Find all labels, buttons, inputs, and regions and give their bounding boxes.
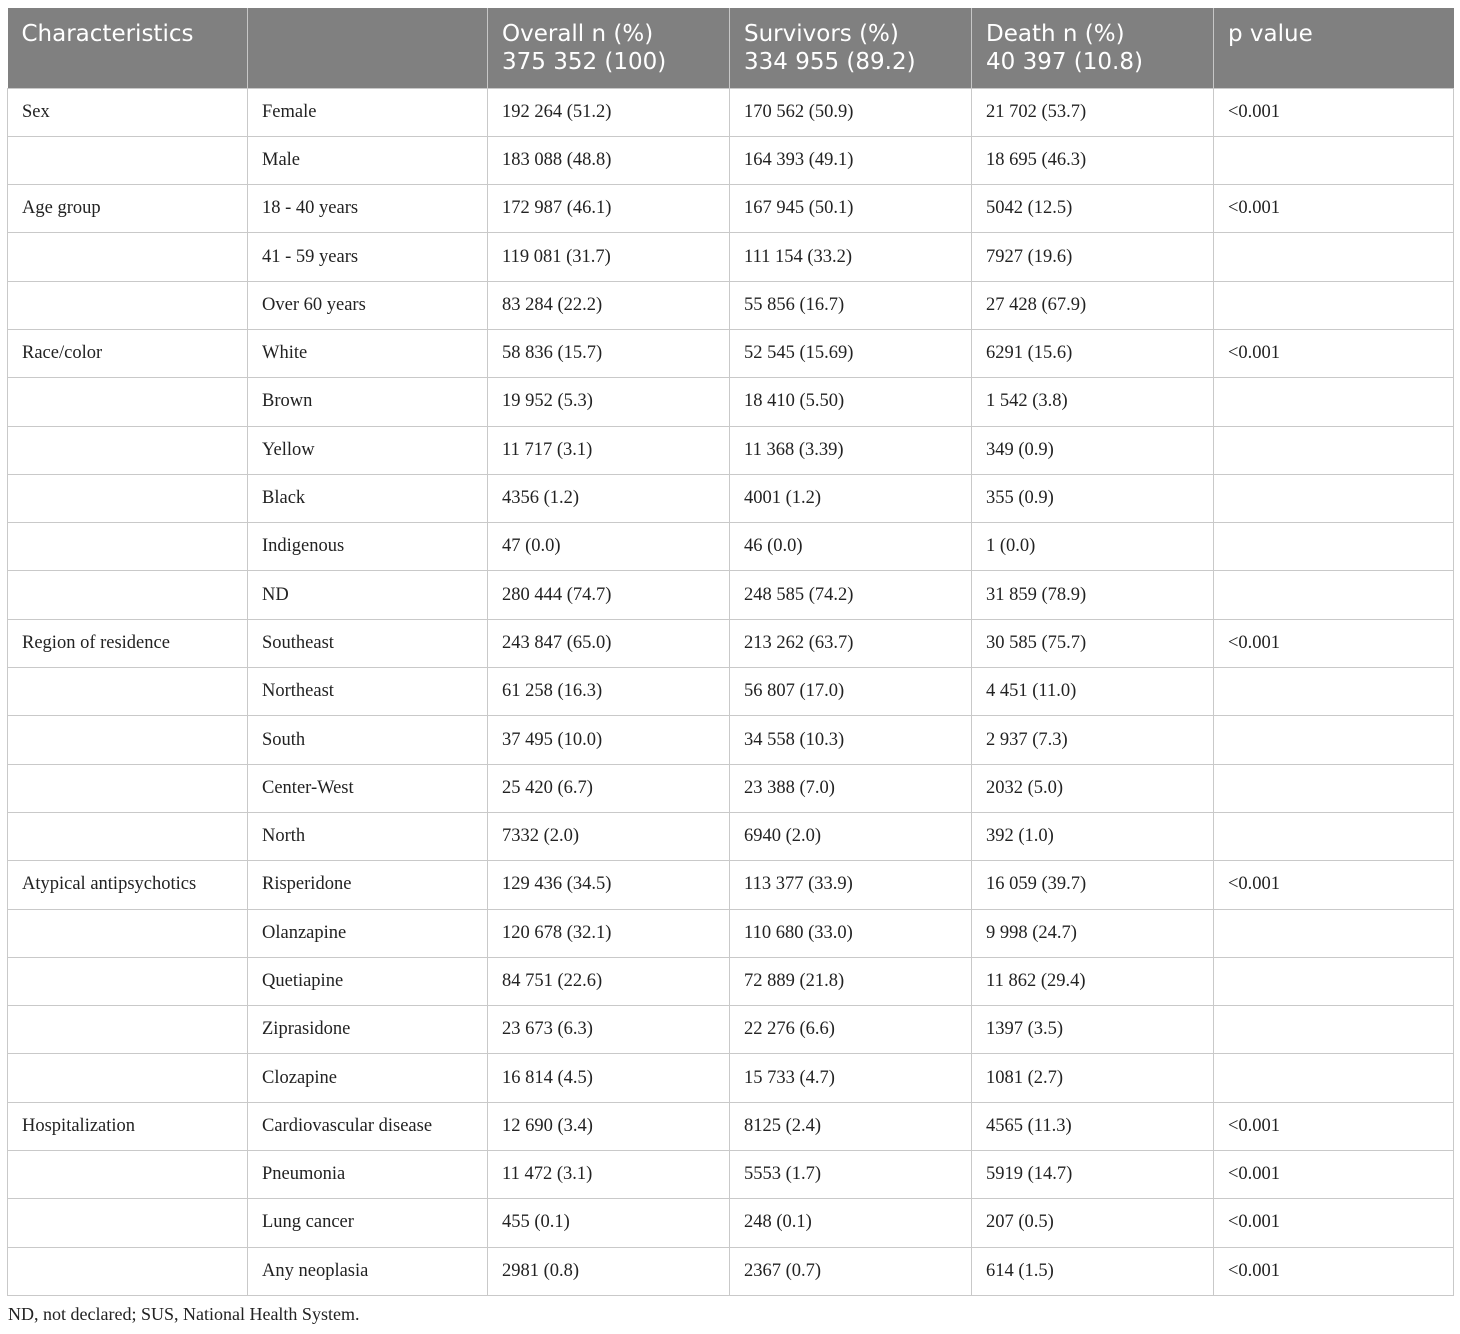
header-characteristics: Characteristics xyxy=(8,8,248,88)
cell-p-value: <0.001 xyxy=(1214,1151,1454,1199)
cell-overall: 192 264 (51.2) xyxy=(488,88,730,136)
cell-p-value xyxy=(1214,909,1454,957)
cell-subcategory: Yellow xyxy=(248,426,488,474)
cell-overall: 19 952 (5.3) xyxy=(488,378,730,426)
cell-overall: 58 836 (15.7) xyxy=(488,329,730,377)
cell-subcategory: North xyxy=(248,812,488,860)
table-row xyxy=(8,185,1454,233)
table-row xyxy=(8,1199,1454,1247)
cell-death: 31 859 (78.9) xyxy=(972,571,1214,619)
cell-subcategory: Ziprasidone xyxy=(248,1006,488,1054)
table-row xyxy=(8,523,1454,571)
cell-death: 392 (1.0) xyxy=(972,812,1214,860)
cell-characteristic xyxy=(8,957,248,1005)
cell-survivors: 46 (0.0) xyxy=(730,523,972,571)
cell-p-value xyxy=(1214,426,1454,474)
cell-overall: 183 088 (48.8) xyxy=(488,136,730,184)
cell-death: 207 (0.5) xyxy=(972,1199,1214,1247)
cell-death: 1397 (3.5) xyxy=(972,1006,1214,1054)
cell-overall: 83 284 (22.2) xyxy=(488,281,730,329)
table-row xyxy=(8,136,1454,184)
cell-p-value: <0.001 xyxy=(1214,619,1454,667)
cell-death: 21 702 (53.7) xyxy=(972,88,1214,136)
cell-survivors: 248 585 (74.2) xyxy=(730,571,972,619)
cell-subcategory: 18 - 40 years xyxy=(248,185,488,233)
header-overall-total: 375 352 (100) xyxy=(502,49,667,75)
cell-death: 18 695 (46.3) xyxy=(972,136,1214,184)
cell-characteristic xyxy=(8,909,248,957)
cell-death: 9 998 (24.7) xyxy=(972,909,1214,957)
cell-death: 5919 (14.7) xyxy=(972,1151,1214,1199)
cell-death: 16 059 (39.7) xyxy=(972,861,1214,909)
cell-characteristic xyxy=(8,1151,248,1199)
table-row xyxy=(8,861,1454,909)
cell-death: 7927 (19.6) xyxy=(972,233,1214,281)
cell-subcategory: Female xyxy=(248,88,488,136)
cell-subcategory: South xyxy=(248,716,488,764)
cell-overall: 37 495 (10.0) xyxy=(488,716,730,764)
cell-survivors: 8125 (2.4) xyxy=(730,1102,972,1150)
cell-p-value xyxy=(1214,668,1454,716)
header-survivors-label: Survivors (%) xyxy=(744,21,899,47)
cell-characteristic xyxy=(8,668,248,716)
cell-overall: 2981 (0.8) xyxy=(488,1247,730,1295)
cell-survivors: 22 276 (6.6) xyxy=(730,1006,972,1054)
cell-subcategory: Pneumonia xyxy=(248,1151,488,1199)
cell-characteristic xyxy=(8,571,248,619)
cell-survivors: 56 807 (17.0) xyxy=(730,668,972,716)
cell-characteristic: Age group xyxy=(8,185,248,233)
cell-subcategory: Brown xyxy=(248,378,488,426)
header-survivors xyxy=(730,8,972,88)
table-row xyxy=(8,764,1454,812)
table-body xyxy=(8,88,1454,1295)
table-header xyxy=(8,8,1454,88)
cell-p-value xyxy=(1214,378,1454,426)
cell-subcategory: Lung cancer xyxy=(248,1199,488,1247)
cell-survivors: 52 545 (15.69) xyxy=(730,329,972,377)
cell-survivors: 15 733 (4.7) xyxy=(730,1054,972,1102)
cell-subcategory: Black xyxy=(248,474,488,522)
cell-subcategory: Male xyxy=(248,136,488,184)
cell-subcategory: Any neoplasia xyxy=(248,1247,488,1295)
header-overall xyxy=(488,8,730,88)
cell-characteristic xyxy=(8,233,248,281)
cell-subcategory: ND xyxy=(248,571,488,619)
cell-p-value xyxy=(1214,523,1454,571)
table-row xyxy=(8,233,1454,281)
cell-survivors: 213 262 (63.7) xyxy=(730,619,972,667)
cell-subcategory: 41 - 59 years xyxy=(248,233,488,281)
cell-characteristic: Race/color xyxy=(8,329,248,377)
header-row xyxy=(8,8,1454,88)
characteristics-table xyxy=(7,8,1454,1296)
cell-survivors: 72 889 (21.8) xyxy=(730,957,972,1005)
cell-p-value xyxy=(1214,474,1454,522)
table-row xyxy=(8,619,1454,667)
cell-p-value xyxy=(1214,957,1454,1005)
cell-death: 2 937 (7.3) xyxy=(972,716,1214,764)
header-death-total: 40 397 (10.8) xyxy=(986,49,1143,75)
cell-subcategory: Southeast xyxy=(248,619,488,667)
cell-death: 355 (0.9) xyxy=(972,474,1214,522)
cell-survivors: 34 558 (10.3) xyxy=(730,716,972,764)
cell-overall: 11 472 (3.1) xyxy=(488,1151,730,1199)
cell-characteristic: Region of residence xyxy=(8,619,248,667)
header-p-value: p value xyxy=(1214,8,1454,88)
cell-characteristic xyxy=(8,716,248,764)
cell-survivors: 6940 (2.0) xyxy=(730,812,972,860)
cell-subcategory: Center-West xyxy=(248,764,488,812)
cell-characteristic: Atypical antipsychotics xyxy=(8,861,248,909)
cell-overall: 455 (0.1) xyxy=(488,1199,730,1247)
cell-overall: 172 987 (46.1) xyxy=(488,185,730,233)
table-row xyxy=(8,281,1454,329)
cell-characteristic: Sex xyxy=(8,88,248,136)
cell-characteristic xyxy=(8,1247,248,1295)
cell-death: 5042 (12.5) xyxy=(972,185,1214,233)
cell-survivors: 111 154 (33.2) xyxy=(730,233,972,281)
cell-p-value xyxy=(1214,571,1454,619)
cell-overall: 61 258 (16.3) xyxy=(488,668,730,716)
cell-overall: 243 847 (65.0) xyxy=(488,619,730,667)
cell-characteristic xyxy=(8,1006,248,1054)
cell-p-value: <0.001 xyxy=(1214,1102,1454,1150)
cell-overall: 12 690 (3.4) xyxy=(488,1102,730,1150)
cell-characteristic xyxy=(8,812,248,860)
table-row xyxy=(8,88,1454,136)
cell-subcategory: Cardiovascular disease xyxy=(248,1102,488,1150)
cell-subcategory: Clozapine xyxy=(248,1054,488,1102)
cell-survivors: 11 368 (3.39) xyxy=(730,426,972,474)
cell-overall: 7332 (2.0) xyxy=(488,812,730,860)
table-row xyxy=(8,1247,1454,1295)
cell-death: 4 451 (11.0) xyxy=(972,668,1214,716)
cell-characteristic xyxy=(8,1054,248,1102)
cell-survivors: 5553 (1.7) xyxy=(730,1151,972,1199)
cell-p-value xyxy=(1214,136,1454,184)
cell-p-value: <0.001 xyxy=(1214,329,1454,377)
table-row xyxy=(8,329,1454,377)
table-row xyxy=(8,668,1454,716)
cell-death: 27 428 (67.9) xyxy=(972,281,1214,329)
cell-subcategory: Risperidone xyxy=(248,861,488,909)
cell-death: 614 (1.5) xyxy=(972,1247,1214,1295)
cell-death: 1081 (2.7) xyxy=(972,1054,1214,1102)
header-subcategory xyxy=(248,8,488,88)
cell-characteristic xyxy=(8,474,248,522)
cell-overall: 119 081 (31.7) xyxy=(488,233,730,281)
cell-death: 30 585 (75.7) xyxy=(972,619,1214,667)
cell-overall: 120 678 (32.1) xyxy=(488,909,730,957)
cell-subcategory: Olanzapine xyxy=(248,909,488,957)
cell-overall: 129 436 (34.5) xyxy=(488,861,730,909)
cell-survivors: 55 856 (16.7) xyxy=(730,281,972,329)
cell-overall: 23 673 (6.3) xyxy=(488,1006,730,1054)
cell-p-value xyxy=(1214,764,1454,812)
cell-overall: 11 717 (3.1) xyxy=(488,426,730,474)
cell-subcategory: White xyxy=(248,329,488,377)
cell-death: 349 (0.9) xyxy=(972,426,1214,474)
table-row xyxy=(8,909,1454,957)
table-row xyxy=(8,716,1454,764)
table-row xyxy=(8,426,1454,474)
cell-characteristic xyxy=(8,281,248,329)
table-row xyxy=(8,571,1454,619)
header-overall-label: Overall n (%) xyxy=(502,21,654,47)
cell-p-value xyxy=(1214,1054,1454,1102)
cell-p-value: <0.001 xyxy=(1214,861,1454,909)
cell-survivors: 170 562 (50.9) xyxy=(730,88,972,136)
table-row xyxy=(8,1054,1454,1102)
table-row xyxy=(8,378,1454,426)
cell-overall: 4356 (1.2) xyxy=(488,474,730,522)
cell-p-value xyxy=(1214,233,1454,281)
table-row xyxy=(8,812,1454,860)
cell-characteristic xyxy=(8,764,248,812)
cell-overall: 280 444 (74.7) xyxy=(488,571,730,619)
table-row xyxy=(8,1102,1454,1150)
cell-p-value xyxy=(1214,716,1454,764)
cell-death: 11 862 (29.4) xyxy=(972,957,1214,1005)
cell-p-value: <0.001 xyxy=(1214,88,1454,136)
table-row xyxy=(8,957,1454,1005)
cell-survivors: 18 410 (5.50) xyxy=(730,378,972,426)
cell-p-value: <0.001 xyxy=(1214,185,1454,233)
cell-death: 4565 (11.3) xyxy=(972,1102,1214,1150)
cell-survivors: 164 393 (49.1) xyxy=(730,136,972,184)
cell-p-value: <0.001 xyxy=(1214,1247,1454,1295)
cell-characteristic xyxy=(8,426,248,474)
header-survivors-total: 334 955 (89.2) xyxy=(744,49,916,75)
table-row xyxy=(8,474,1454,522)
cell-overall: 16 814 (4.5) xyxy=(488,1054,730,1102)
cell-p-value xyxy=(1214,281,1454,329)
cell-survivors: 248 (0.1) xyxy=(730,1199,972,1247)
cell-characteristic: Hospitalization xyxy=(8,1102,248,1150)
cell-overall: 84 751 (22.6) xyxy=(488,957,730,1005)
cell-survivors: 167 945 (50.1) xyxy=(730,185,972,233)
header-death-label: Death n (%) xyxy=(986,21,1125,47)
cell-overall: 25 420 (6.7) xyxy=(488,764,730,812)
cell-survivors: 113 377 (33.9) xyxy=(730,861,972,909)
cell-death: 2032 (5.0) xyxy=(972,764,1214,812)
cell-p-value xyxy=(1214,1006,1454,1054)
cell-subcategory: Northeast xyxy=(248,668,488,716)
cell-subcategory: Over 60 years xyxy=(248,281,488,329)
cell-death: 6291 (15.6) xyxy=(972,329,1214,377)
cell-survivors: 23 388 (7.0) xyxy=(730,764,972,812)
table-footnote: ND, not declared; SUS, National Health System. xyxy=(8,1304,360,1324)
cell-characteristic xyxy=(8,378,248,426)
table-row xyxy=(8,1006,1454,1054)
cell-death: 1 542 (3.8) xyxy=(972,378,1214,426)
cell-p-value xyxy=(1214,812,1454,860)
cell-characteristic xyxy=(8,523,248,571)
cell-survivors: 4001 (1.2) xyxy=(730,474,972,522)
table-row xyxy=(8,1151,1454,1199)
cell-survivors: 2367 (0.7) xyxy=(730,1247,972,1295)
header-death xyxy=(972,8,1214,88)
cell-subcategory: Indigenous xyxy=(248,523,488,571)
cell-p-value: <0.001 xyxy=(1214,1199,1454,1247)
cell-death: 1 (0.0) xyxy=(972,523,1214,571)
cell-characteristic xyxy=(8,136,248,184)
cell-survivors: 110 680 (33.0) xyxy=(730,909,972,957)
cell-characteristic xyxy=(8,1199,248,1247)
cell-subcategory: Quetiapine xyxy=(248,957,488,1005)
cell-overall: 47 (0.0) xyxy=(488,523,730,571)
